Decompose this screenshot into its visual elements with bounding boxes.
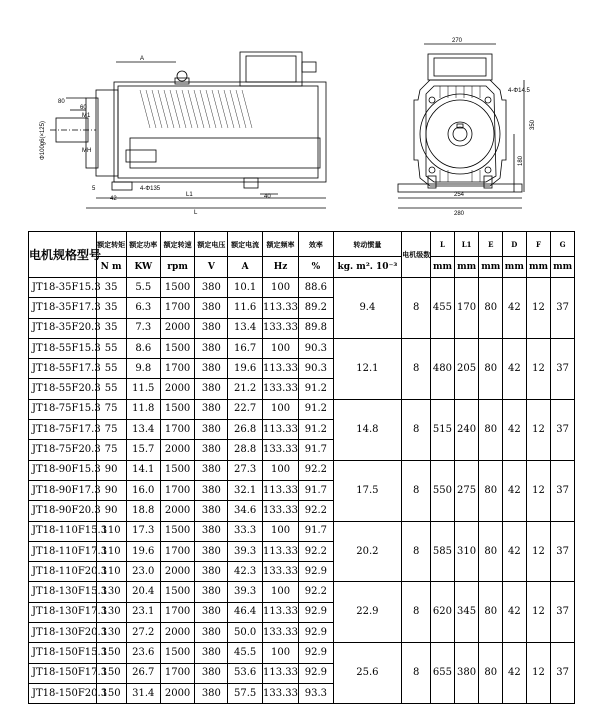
table-cell: 113.33 xyxy=(262,663,298,683)
table-cell: 1500 xyxy=(160,521,194,541)
motor-drawings xyxy=(0,0,596,228)
table-cell: 1700 xyxy=(160,359,194,379)
table-cell: 27.3 xyxy=(228,460,262,480)
spec-table-body xyxy=(29,278,575,704)
table-cell: 28.8 xyxy=(228,440,262,460)
group-cell: 8 xyxy=(402,643,431,704)
table-cell: 113.33 xyxy=(262,541,298,561)
table-cell: 14.1 xyxy=(126,460,160,480)
table-cell: 11.8 xyxy=(126,399,160,419)
table-cell: 380 xyxy=(195,582,228,602)
table-cell: 380 xyxy=(195,460,228,480)
table-row xyxy=(29,338,575,358)
unit-cell: rpm xyxy=(160,257,194,278)
table-cell: 8.6 xyxy=(126,338,160,358)
header-cell: 额定频率 xyxy=(262,232,298,257)
group-cell: 80 xyxy=(479,521,503,582)
group-cell: 42 xyxy=(503,399,527,460)
table-cell: 32.1 xyxy=(228,480,262,500)
header-cell: 额定转速 xyxy=(160,232,194,257)
table-cell: 380 xyxy=(195,338,228,358)
model-cell: JT18-150F15.3 xyxy=(29,643,97,663)
table-cell: 91.7 xyxy=(299,521,333,541)
table-cell: 380 xyxy=(195,663,228,683)
header-cell: L xyxy=(431,232,455,257)
table-cell: 5.5 xyxy=(126,278,160,298)
table-cell: 113.33 xyxy=(262,420,298,440)
table-cell: 88.6 xyxy=(299,278,333,298)
table-cell: 1700 xyxy=(160,663,194,683)
group-cell: 455 xyxy=(431,278,455,339)
model-cell: JT18-55F15.3 xyxy=(29,338,97,358)
group-cell: 205 xyxy=(454,338,479,399)
table-cell: 1500 xyxy=(160,460,194,480)
group-cell: 37 xyxy=(551,338,575,399)
group-cell: 12 xyxy=(526,399,551,460)
dim-label: MH xyxy=(82,148,92,154)
table-cell: 92.9 xyxy=(299,623,333,643)
table-cell: 91.7 xyxy=(299,480,333,500)
table-cell: 89.2 xyxy=(299,298,333,318)
model-cell: JT18-35F17.3 xyxy=(29,298,97,318)
group-cell: 310 xyxy=(454,521,479,582)
table-cell: 6.3 xyxy=(126,298,160,318)
table-cell: 130 xyxy=(96,582,126,602)
table-cell: 380 xyxy=(195,379,228,399)
unit-cell: kg. m². 10⁻³ xyxy=(333,257,402,278)
side-view-drawing xyxy=(40,52,326,216)
table-cell: 16.7 xyxy=(228,338,262,358)
header-cell: F xyxy=(526,232,551,257)
table-cell: 19.6 xyxy=(228,359,262,379)
group-cell: 12 xyxy=(526,278,551,339)
table-row xyxy=(29,643,575,663)
table-cell: 31.4 xyxy=(126,683,160,703)
table-cell: 91.2 xyxy=(299,399,333,419)
table-cell: 57.5 xyxy=(228,683,262,703)
group-cell: 80 xyxy=(479,460,503,521)
table-cell: 100 xyxy=(262,460,298,480)
group-cell: 8 xyxy=(402,338,431,399)
table-cell: 90 xyxy=(96,480,126,500)
table-cell: 2000 xyxy=(160,501,194,521)
model-cell: JT18-90F20.3 xyxy=(29,501,97,521)
table-cell: 55 xyxy=(96,379,126,399)
table-cell: 2000 xyxy=(160,623,194,643)
group-cell: 42 xyxy=(503,521,527,582)
table-cell: 380 xyxy=(195,359,228,379)
group-cell: 12 xyxy=(526,582,551,643)
table-cell: 10.1 xyxy=(228,278,262,298)
table-cell: 380 xyxy=(195,643,228,663)
table-cell: 26.8 xyxy=(228,420,262,440)
group-cell: 20.2 xyxy=(333,521,402,582)
header-cell: 效率 xyxy=(299,232,333,257)
dim-label: Φ100g6(×125) xyxy=(40,121,46,160)
group-cell: 550 xyxy=(431,460,455,521)
group-cell: 585 xyxy=(431,521,455,582)
table-cell: 91.2 xyxy=(299,379,333,399)
table-cell: 92.2 xyxy=(299,460,333,480)
table-cell: 110 xyxy=(96,541,126,561)
group-cell: 8 xyxy=(402,460,431,521)
group-cell: 8 xyxy=(402,278,431,339)
table-cell: 45.5 xyxy=(228,643,262,663)
table-cell: 133.33 xyxy=(262,562,298,582)
model-cell: JT18-150F20.3 xyxy=(29,683,97,703)
table-cell: 130 xyxy=(96,602,126,622)
model-cell: JT18-150F17.3 xyxy=(29,663,97,683)
model-cell: JT18-110F15.3 xyxy=(29,521,97,541)
header-cell: D xyxy=(503,232,527,257)
model-cell: JT18-55F20.3 xyxy=(29,379,97,399)
table-cell: 89.8 xyxy=(299,318,333,338)
group-cell: 515 xyxy=(431,399,455,460)
table-cell: 92.2 xyxy=(299,582,333,602)
table-cell: 1700 xyxy=(160,541,194,561)
table-cell: 380 xyxy=(195,541,228,561)
header-cell: 额定电流 xyxy=(228,232,262,257)
model-cell: JT18-110F17.3 xyxy=(29,541,97,561)
group-cell: 37 xyxy=(551,643,575,704)
table-cell: 380 xyxy=(195,420,228,440)
table-cell: 34.6 xyxy=(228,501,262,521)
table-cell: 1500 xyxy=(160,399,194,419)
table-cell: 21.2 xyxy=(228,379,262,399)
model-cell: JT18-130F17.3 xyxy=(29,602,97,622)
table-cell: 50.0 xyxy=(228,623,262,643)
group-cell: 80 xyxy=(479,582,503,643)
table-cell: 46.4 xyxy=(228,602,262,622)
table-cell: 91.2 xyxy=(299,420,333,440)
table-cell: 1700 xyxy=(160,298,194,318)
model-cell: JT18-75F15.3 xyxy=(29,399,97,419)
table-cell: 130 xyxy=(96,623,126,643)
table-cell: 92.9 xyxy=(299,643,333,663)
table-cell: 90 xyxy=(96,501,126,521)
table-cell: 380 xyxy=(195,602,228,622)
unit-cell: Hz xyxy=(262,257,298,278)
table-cell: 133.33 xyxy=(262,623,298,643)
group-cell: 37 xyxy=(551,582,575,643)
table-cell: 2000 xyxy=(160,379,194,399)
table-cell: 380 xyxy=(195,683,228,703)
group-cell: 42 xyxy=(503,338,527,399)
header-cell: 电机级数 xyxy=(402,232,431,278)
unit-cell: mm xyxy=(431,257,455,278)
group-cell: 12 xyxy=(526,460,551,521)
table-cell: 75 xyxy=(96,399,126,419)
model-cell: JT18-35F15.3 xyxy=(29,278,97,298)
table-cell: 35 xyxy=(96,298,126,318)
table-cell: 2000 xyxy=(160,440,194,460)
group-cell: 345 xyxy=(454,582,479,643)
table-cell: 92.9 xyxy=(299,562,333,582)
dim-label: 4-Φ14.5 xyxy=(508,88,530,94)
table-cell: 113.33 xyxy=(262,298,298,318)
group-cell: 37 xyxy=(551,399,575,460)
table-cell: 380 xyxy=(195,501,228,521)
group-cell: 80 xyxy=(479,338,503,399)
group-cell: 655 xyxy=(431,643,455,704)
table-cell: 55 xyxy=(96,338,126,358)
group-cell: 8 xyxy=(402,399,431,460)
table-cell: 26.7 xyxy=(126,663,160,683)
group-cell: 37 xyxy=(551,460,575,521)
table-cell: 17.3 xyxy=(126,521,160,541)
model-cell: JT18-130F20.3 xyxy=(29,623,97,643)
table-cell: 133.33 xyxy=(262,440,298,460)
table-cell: 100 xyxy=(262,278,298,298)
header-cell: 额定转矩 xyxy=(96,232,126,257)
table-cell: 150 xyxy=(96,663,126,683)
group-cell: 22.9 xyxy=(333,582,402,643)
table-cell: 39.3 xyxy=(228,541,262,561)
unit-cell: A xyxy=(228,257,262,278)
table-cell: 33.3 xyxy=(228,521,262,541)
group-cell: 9.4 xyxy=(333,278,402,339)
table-cell: 380 xyxy=(195,399,228,419)
unit-cell: mm xyxy=(551,257,575,278)
model-cell: JT18-130F15.3 xyxy=(29,582,97,602)
group-cell: 380 xyxy=(454,643,479,704)
dim-label: 5 xyxy=(92,186,96,192)
dim-label: 280 xyxy=(454,211,465,217)
table-cell: 380 xyxy=(195,440,228,460)
header-cell: L1 xyxy=(454,232,479,257)
table-cell: 1700 xyxy=(160,480,194,500)
model-cell: JT18-75F17.3 xyxy=(29,420,97,440)
group-cell: 42 xyxy=(503,460,527,521)
table-cell: 90.3 xyxy=(299,338,333,358)
table-cell: 27.2 xyxy=(126,623,160,643)
table-cell: 22.7 xyxy=(228,399,262,419)
dim-label: A xyxy=(140,56,145,62)
group-cell: 42 xyxy=(503,643,527,704)
dim-label: 42 xyxy=(110,196,117,202)
spec-table xyxy=(28,231,575,704)
group-cell: 620 xyxy=(431,582,455,643)
group-cell: 17.5 xyxy=(333,460,402,521)
table-cell: 92.2 xyxy=(299,541,333,561)
table-cell: 380 xyxy=(195,278,228,298)
group-cell: 240 xyxy=(454,399,479,460)
table-cell: 9.8 xyxy=(126,359,160,379)
dim-label: 40 xyxy=(264,194,271,200)
table-cell: 35 xyxy=(96,318,126,338)
table-cell: 113.33 xyxy=(262,359,298,379)
table-cell: 1500 xyxy=(160,278,194,298)
table-cell: 55 xyxy=(96,359,126,379)
group-cell: 12 xyxy=(526,521,551,582)
header-cell: 额定功率 xyxy=(126,232,160,257)
group-cell: 12 xyxy=(526,643,551,704)
header-cell: 额定电压 xyxy=(195,232,228,257)
table-cell: 91.7 xyxy=(299,440,333,460)
unit-row xyxy=(29,257,575,278)
front-view-drawing xyxy=(398,38,536,217)
table-cell: 90 xyxy=(96,460,126,480)
table-cell: 100 xyxy=(262,338,298,358)
table-cell: 23.6 xyxy=(126,643,160,663)
table-cell: 113.33 xyxy=(262,480,298,500)
group-cell: 12 xyxy=(526,338,551,399)
unit-cell: KW xyxy=(126,257,160,278)
table-cell: 133.33 xyxy=(262,683,298,703)
dim-label: 180 xyxy=(518,155,524,166)
table-cell: 18.8 xyxy=(126,501,160,521)
model-cell: JT18-75F20.3 xyxy=(29,440,97,460)
table-cell: 150 xyxy=(96,683,126,703)
table-cell: 35 xyxy=(96,278,126,298)
table-row xyxy=(29,582,575,602)
table-cell: 2000 xyxy=(160,318,194,338)
table-cell: 20.4 xyxy=(126,582,160,602)
table-cell: 380 xyxy=(195,521,228,541)
table-cell: 380 xyxy=(195,318,228,338)
unit-cell: mm xyxy=(503,257,527,278)
table-cell: 110 xyxy=(96,521,126,541)
dim-label: L xyxy=(194,210,198,216)
table-cell: 100 xyxy=(262,521,298,541)
header-cell: G xyxy=(551,232,575,257)
table-cell: 100 xyxy=(262,582,298,602)
group-cell: 12.1 xyxy=(333,338,402,399)
table-cell: 380 xyxy=(195,480,228,500)
table-cell: 90.3 xyxy=(299,359,333,379)
table-cell: 7.3 xyxy=(126,318,160,338)
dim-label: M1 xyxy=(82,113,91,119)
unit-cell: mm xyxy=(526,257,551,278)
table-cell: 2000 xyxy=(160,562,194,582)
model-cell: JT18-55F17.3 xyxy=(29,359,97,379)
group-cell: 80 xyxy=(479,643,503,704)
table-cell: 92.2 xyxy=(299,501,333,521)
table-row xyxy=(29,521,575,541)
header-cell: E xyxy=(479,232,503,257)
table-cell: 23.1 xyxy=(126,602,160,622)
table-cell: 92.9 xyxy=(299,602,333,622)
table-cell: 110 xyxy=(96,562,126,582)
table-cell: 380 xyxy=(195,562,228,582)
unit-cell: mm xyxy=(454,257,479,278)
model-cell: JT18-110F20.3 xyxy=(29,562,97,582)
dim-label: 4-Φ135 xyxy=(140,186,161,192)
model-cell: JT18-90F17.3 xyxy=(29,480,97,500)
table-cell: 42.3 xyxy=(228,562,262,582)
table-cell: 23.0 xyxy=(126,562,160,582)
table-cell: 53.6 xyxy=(228,663,262,683)
unit-cell: mm xyxy=(479,257,503,278)
group-cell: 37 xyxy=(551,278,575,339)
table-cell: 16.0 xyxy=(126,480,160,500)
unit-cell: N m xyxy=(96,257,126,278)
table-row xyxy=(29,278,575,298)
group-cell: 8 xyxy=(402,521,431,582)
table-cell: 2000 xyxy=(160,683,194,703)
group-cell: 480 xyxy=(431,338,455,399)
table-cell: 15.7 xyxy=(126,440,160,460)
group-cell: 42 xyxy=(503,582,527,643)
dim-label: L1 xyxy=(186,192,193,198)
unit-cell: V xyxy=(195,257,228,278)
group-cell: 8 xyxy=(402,582,431,643)
header-cell: 转动惯量 xyxy=(333,232,402,257)
header-cell: 电机规格型号 xyxy=(29,232,97,278)
table-row xyxy=(29,460,575,480)
table-cell: 11.5 xyxy=(126,379,160,399)
table-cell: 150 xyxy=(96,643,126,663)
table-cell: 1500 xyxy=(160,582,194,602)
group-cell: 37 xyxy=(551,521,575,582)
table-cell: 133.33 xyxy=(262,318,298,338)
dim-label: 80 xyxy=(58,99,65,105)
group-cell: 80 xyxy=(479,278,503,339)
model-cell: JT18-35F20.3 xyxy=(29,318,97,338)
group-cell: 25.6 xyxy=(333,643,402,704)
table-row xyxy=(29,399,575,419)
table-cell: 19.6 xyxy=(126,541,160,561)
table-cell: 75 xyxy=(96,420,126,440)
dim-label: 270 xyxy=(452,38,463,44)
table-cell: 1500 xyxy=(160,338,194,358)
group-cell: 14.8 xyxy=(333,399,402,460)
table-cell: 100 xyxy=(262,643,298,663)
table-cell: 39.3 xyxy=(228,582,262,602)
table-cell: 92.9 xyxy=(299,663,333,683)
table-cell: 380 xyxy=(195,623,228,643)
dim-label: 350 xyxy=(530,119,536,130)
table-cell: 133.33 xyxy=(262,379,298,399)
group-cell: 170 xyxy=(454,278,479,339)
table-cell: 75 xyxy=(96,440,126,460)
group-cell: 80 xyxy=(479,399,503,460)
table-cell: 133.33 xyxy=(262,501,298,521)
table-cell: 11.6 xyxy=(228,298,262,318)
group-cell: 42 xyxy=(503,278,527,339)
table-cell: 100 xyxy=(262,399,298,419)
table-cell: 1700 xyxy=(160,602,194,622)
unit-cell: % xyxy=(299,257,333,278)
header-row xyxy=(29,232,575,257)
table-cell: 13.4 xyxy=(228,318,262,338)
group-cell: 275 xyxy=(454,460,479,521)
table-cell: 13.4 xyxy=(126,420,160,440)
table-cell: 113.33 xyxy=(262,602,298,622)
dim-label: 254 xyxy=(454,192,465,198)
model-cell: JT18-90F15.3 xyxy=(29,460,97,480)
table-cell: 93.3 xyxy=(299,683,333,703)
table-cell: 380 xyxy=(195,298,228,318)
table-cell: 1500 xyxy=(160,643,194,663)
dim-label: 60 xyxy=(80,105,87,111)
table-cell: 1700 xyxy=(160,420,194,440)
